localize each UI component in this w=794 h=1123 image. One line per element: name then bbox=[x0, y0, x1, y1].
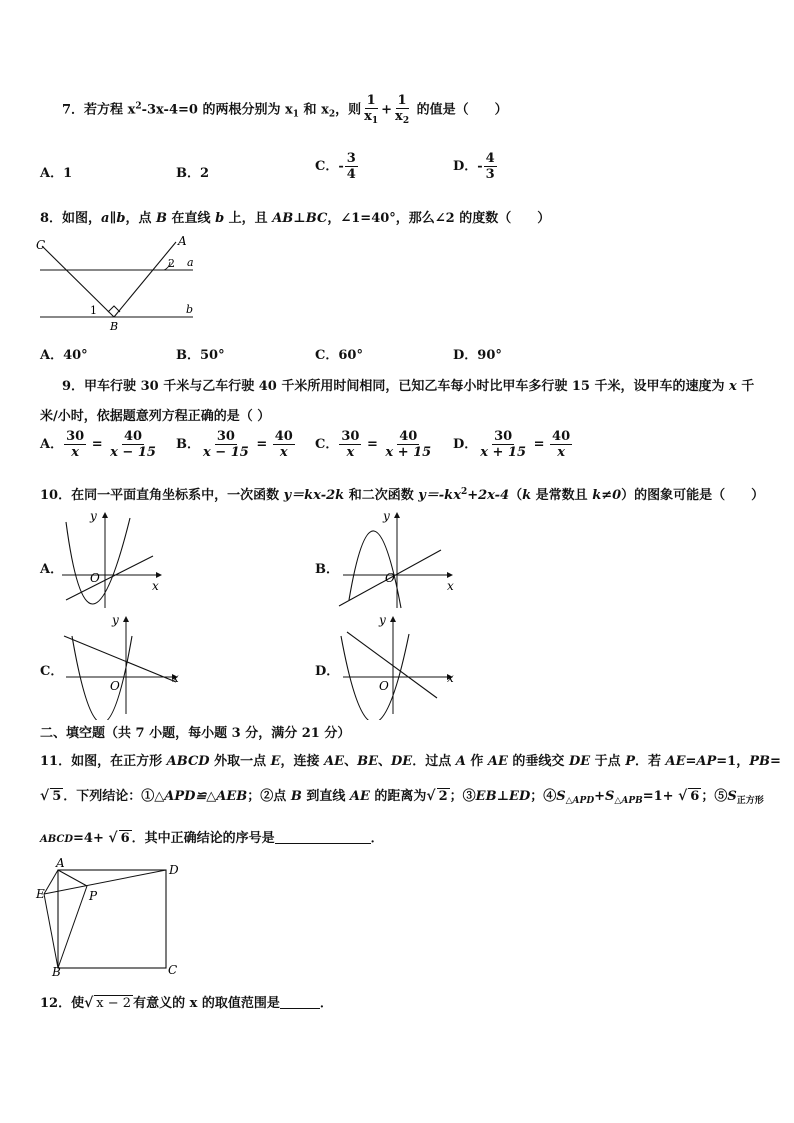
q8-option-d: D．90° bbox=[453, 348, 502, 363]
svg-text:A: A bbox=[56, 856, 65, 870]
q12-answer-blank[interactable] bbox=[280, 996, 320, 1009]
svg-text:x: x bbox=[447, 579, 454, 593]
svg-text:y: y bbox=[383, 509, 390, 523]
label-2: 2 bbox=[168, 257, 175, 270]
q10-graph-a bbox=[58, 508, 168, 613]
q10-graph-c bbox=[58, 610, 188, 720]
q10-option-d-label: D． bbox=[315, 664, 340, 679]
line bbox=[347, 632, 437, 698]
label-b-point: B bbox=[110, 320, 119, 333]
segment-be bbox=[44, 894, 58, 968]
svg-text:x: x bbox=[172, 671, 179, 685]
line bbox=[64, 636, 176, 682]
svg-text:x: x bbox=[447, 671, 454, 685]
q11-stem-line3: ABCD=4+ √ 6 ．其中正确结论的序号是 ． bbox=[40, 830, 384, 846]
q8-option-b: B．50° bbox=[176, 348, 225, 363]
segment-pb bbox=[58, 886, 87, 968]
svg-text:P: P bbox=[89, 889, 98, 903]
q9-option-b: B． $\frac{30}{x - 15}$ = $\frac{40}{x}$ bbox=[176, 429, 293, 460]
q10-option-b-label: B． bbox=[315, 562, 339, 577]
segment-ap bbox=[58, 870, 87, 886]
svg-text:E: E bbox=[36, 887, 45, 901]
q7-frac-2: $\frac{1}{x_2}$ bbox=[395, 93, 410, 126]
q11-stem-line2: √ 5 ．下列结论：①△APD≌△AEB；②点 B 到直线 AE 的距离为√ 2 ；③EB⊥ED；$④S_{\triangle APD}+S_{\triangle APB}=1+$ √ 6 ；$⑤S_{正方形}$ bbox=[40, 788, 764, 806]
q7-option-a: A．1 bbox=[40, 166, 73, 181]
svg-text:O: O bbox=[90, 571, 100, 585]
svg-text:C: C bbox=[168, 963, 178, 977]
y-arrow-icon bbox=[390, 616, 396, 622]
svg-text:O: O bbox=[385, 571, 395, 585]
q12-stem: 12．使√ x − 2 有意义的 x 的取值范围是 ． bbox=[40, 995, 333, 1011]
label-c: C bbox=[36, 238, 46, 252]
label-line-b: b bbox=[186, 303, 194, 316]
q8-option-c: C．60° bbox=[315, 348, 363, 363]
q10-stem: 10．在同一平面直角坐标系中，一次函数 y＝kx-2k 和二次函数 $y=-kx^2+2x-4(k$ 是常数且 k≠0）的图象可能是（ ） bbox=[40, 487, 765, 503]
svg-text:y: y bbox=[379, 613, 386, 627]
x-arrow-icon bbox=[156, 572, 162, 578]
q7-option-d: D．- $\frac{4}{3}$ bbox=[453, 151, 495, 182]
q8-stem: 8．如图，a∥b，点 B 在直线 b 上，且 AB⊥BC，∠1=40°，那么∠2 的度数（ ） bbox=[40, 211, 551, 226]
line bbox=[66, 556, 153, 600]
segment-bc bbox=[42, 246, 114, 317]
q8-option-a: A．40° bbox=[40, 348, 88, 363]
svg-text:O: O bbox=[379, 679, 389, 693]
q7-option-b: B．2 bbox=[176, 166, 210, 181]
svg-text:B: B bbox=[52, 965, 61, 978]
svg-text:y: y bbox=[90, 509, 97, 523]
q9-stem-line1: 9．甲车行驶 30 千米与乙车行驶 40 千米所用时间相同，已知乙车每小时比甲车多行驶 15 千米，设甲车的速度为 x 千 bbox=[62, 379, 755, 394]
q10-graph-d bbox=[335, 610, 460, 720]
q9-option-c: C． $\frac{30}{x}$ = $\frac{40}{x + 15}$ bbox=[315, 429, 432, 460]
q9-option-a: A． $\frac{30}{x}$ = $\frac{40}{x - 15}$ bbox=[40, 429, 156, 460]
parabola bbox=[66, 518, 130, 604]
label-line-a: a bbox=[187, 256, 194, 269]
q8-figure bbox=[30, 234, 205, 334]
q7-stem: 7．若方程 $x^2-3x-4=0$ 的两根分别为 $x_1$ 和 $x_2$，则 $\frac{1}{x_1}$ + $\frac{1}{x_2}$ 的值是（ ） bbox=[62, 93, 508, 126]
square-abcd bbox=[58, 870, 166, 968]
q10-graph-b bbox=[335, 508, 460, 613]
q11-answer-blank[interactable] bbox=[275, 831, 371, 844]
x-arrow-icon bbox=[447, 572, 453, 578]
q9-stem-line2: 米/小时，依据题意列方程正确的是（ ） bbox=[40, 409, 271, 424]
y-arrow-icon bbox=[123, 616, 129, 622]
q9-option-d: D． $\frac{30}{x + 15}$ = $\frac{40}{x}$ bbox=[453, 429, 571, 460]
q10-option-c-label: C． bbox=[40, 664, 64, 679]
segment-ab bbox=[114, 242, 176, 317]
q7-option-c: C．- $\frac{3}{4}$ bbox=[315, 151, 356, 182]
q7-number: 7． bbox=[62, 102, 85, 118]
segment-de bbox=[44, 870, 166, 894]
label-a: A bbox=[178, 234, 187, 248]
svg-text:y: y bbox=[112, 613, 119, 627]
svg-text:x: x bbox=[152, 579, 159, 593]
y-arrow-icon bbox=[102, 512, 108, 518]
section-title-fill-in: 二、填空题（共 7 小题，每小题 3 分，满分 21 分） bbox=[40, 726, 351, 741]
parabola bbox=[72, 636, 132, 720]
q7-frac-1: $\frac{1}{x_1}$ bbox=[364, 93, 379, 126]
q10-option-a-label: A． bbox=[40, 562, 64, 577]
svg-text:D: D bbox=[169, 863, 179, 877]
svg-text:O: O bbox=[110, 679, 120, 693]
y-arrow-icon bbox=[394, 512, 400, 518]
q11-figure bbox=[34, 856, 184, 978]
segment-ae bbox=[44, 870, 58, 894]
q11-stem-line1: 11．如图，在正方形 ABCD 外取一点 E，连接 AE、BE、DE．过点 A 作 AE 的垂线交 DE 于点 P．若 AE=AP=1，PB= bbox=[40, 754, 781, 769]
label-1: 1 bbox=[90, 304, 97, 317]
